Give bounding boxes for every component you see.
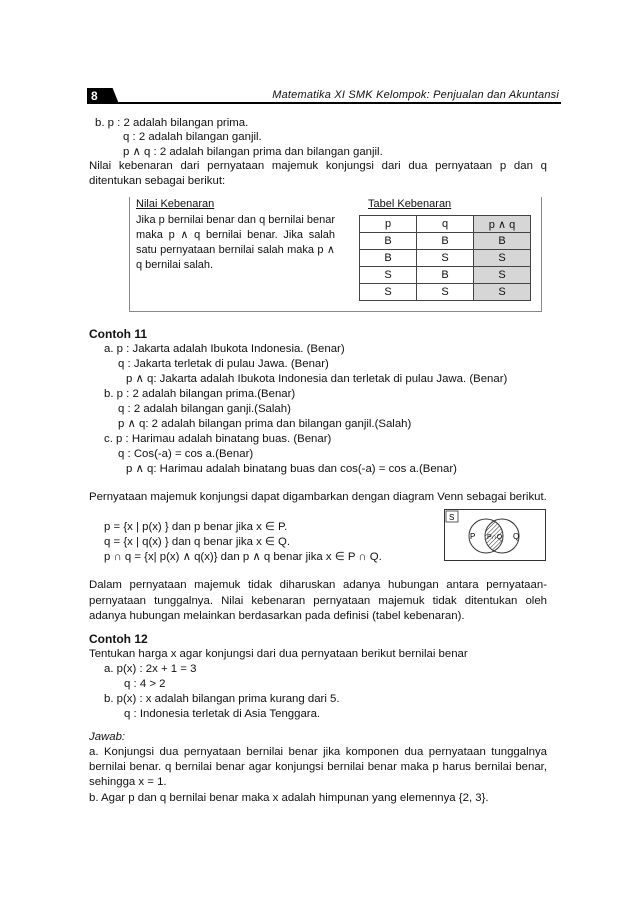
cell: B — [360, 233, 417, 250]
contoh11-b-q: q : 2 adalah bilangan ganji.(Salah) — [118, 403, 291, 415]
contoh11-a-pq: p ∧ q: Jakarta adalah Ibukota Indonesia dan terletak di pulau Jawa. (Benar) — [126, 373, 508, 385]
cell: B — [417, 233, 474, 250]
intro-b-q: q : 2 adalah bilangan ganjil. — [123, 131, 262, 143]
table-row — [360, 284, 531, 301]
table-row — [360, 267, 531, 284]
venn-line-q: q = {x | q(x) } dan q benar jika x ∈ Q. — [104, 536, 291, 548]
page-header — [87, 88, 561, 105]
truth-intro: Nilai kebenaran dari pernyataan majemuk konjungsi dari dua pernyataan p dan q ditentukan sebagai berikut: — [89, 160, 547, 187]
contoh11-c-pq: p ∧ q: Harimau adalah binatang buas dan cos(-a) = cos a.(Benar) — [126, 463, 457, 475]
venn-diagram — [444, 509, 546, 561]
cell: S — [474, 250, 531, 267]
venn-q-label: Q — [513, 532, 520, 541]
cell: B — [474, 233, 531, 250]
contoh12-b-q: q : Indonesia terletak di Asia Tenggara. — [124, 708, 321, 720]
tabel-kebenaran-title: Tabel Kebenaran — [368, 198, 452, 210]
contoh12-title: Contoh 12 — [89, 632, 148, 646]
contoh11-c-p: c. p : Harimau adalah binatang buas. (Benar) — [104, 433, 332, 445]
cell: S — [417, 250, 474, 267]
contoh12-b-p: b. p(x) : x adalah bilangan prima kurang dari 5. — [104, 693, 340, 705]
cell: S — [474, 284, 531, 301]
cell: S — [417, 284, 474, 301]
th-q: q — [417, 216, 474, 233]
contoh12-a-p: a. p(x) : 2x + 1 = 3 — [104, 663, 197, 675]
venn-p-label: P — [470, 532, 476, 541]
contoh11-title: Contoh 11 — [89, 327, 148, 341]
contoh11-c-q: q : Cos(-a) = cos a.(Benar) — [118, 448, 254, 460]
page-number: 8 — [91, 89, 98, 103]
contoh11-b-pq: p ∧ q: 2 adalah bilangan prima dan bilangan ganjil.(Salah) — [118, 418, 412, 430]
dalam-paragraph: Dalam pernyataan majemuk tidak diharuskan adanya hubungan antara pernyataan-pernyataan tunggalnya. Nilai kebenaran pernyataan majemuk tidak ditentukan oleh adanya hubungan melainkan berdasarkan pada definisi (tabel kebenaran). — [89, 579, 547, 622]
th-pq: p ∧ q — [474, 216, 531, 233]
intro-b-pq: p ∧ q : 2 adalah bilangan prima dan bilangan ganjil. — [123, 146, 383, 158]
intro-b-p: b. p : 2 adalah bilangan prima. — [95, 117, 249, 129]
cell: S — [474, 267, 531, 284]
truth-table-header — [360, 216, 531, 233]
nilai-kebenaran-title: Nilai Kebenaran — [136, 198, 215, 210]
cell: S — [360, 284, 417, 301]
contoh11-a-q: q : Jakarta terletak di pulau Jawa. (Benar) — [118, 358, 329, 370]
contoh12-prompt: Tentukan harga x agar konjungsi dari dua pernyataan berikut bernilai benar — [89, 648, 468, 660]
venn-pq-label: P∩Q — [487, 534, 503, 541]
jawab-title: Jawab: — [89, 731, 126, 743]
contoh12-a-q: q : 4 > 2 — [124, 678, 166, 690]
venn-line-pq: p ∩ q = {x| p(x) ∧ q(x)} dan p ∧ q benar jika x ∈ P ∩ Q. — [104, 551, 382, 563]
jawab-a: a. Konjungsi dua pernyataan bernilai benar jika komponen dua pernyataan tunggalnya bernilai benar. q bernilai benar agar konjungsi bernilai benar maka p harus bernilai benar, sehingga x = 1. — [89, 746, 547, 788]
venn-s-label: S — [449, 513, 455, 522]
cell: B — [417, 267, 474, 284]
cell: B — [360, 250, 417, 267]
contoh11-a-p: a. p : Jakarta adalah Ibukota Indonesia. (Benar) — [104, 343, 345, 355]
table-row — [360, 250, 531, 267]
venn-line-p: p = {x | p(x) } dan p benar jika x ∈ P. — [104, 521, 288, 533]
contoh11-b-p: b. p : 2 adalah bilangan prima.(Benar) — [104, 388, 296, 400]
truth-table — [359, 215, 531, 301]
nilai-kebenaran-body: Jika p bernilai benar dan q bernilai benar maka p ∧ q bernilai benar. Jika salah satu pernyataan bernilai salah maka p ∧ q bernilai salah. — [136, 214, 335, 271]
header-rule — [87, 102, 561, 104]
jawab-b: b. Agar p dan q bernilai benar maka x adalah himpunan yang elemennya {2, 3}. — [89, 792, 489, 804]
th-p: p — [360, 216, 417, 233]
cell: S — [360, 267, 417, 284]
venn-intro: Pernyataan majemuk konjungsi dapat digambarkan dengan diagram Venn sebagai berikut. — [89, 491, 547, 503]
table-row — [360, 233, 531, 250]
running-title: Matematika XI SMK Kelompok: Penjualan dan Akuntansi — [272, 89, 559, 101]
